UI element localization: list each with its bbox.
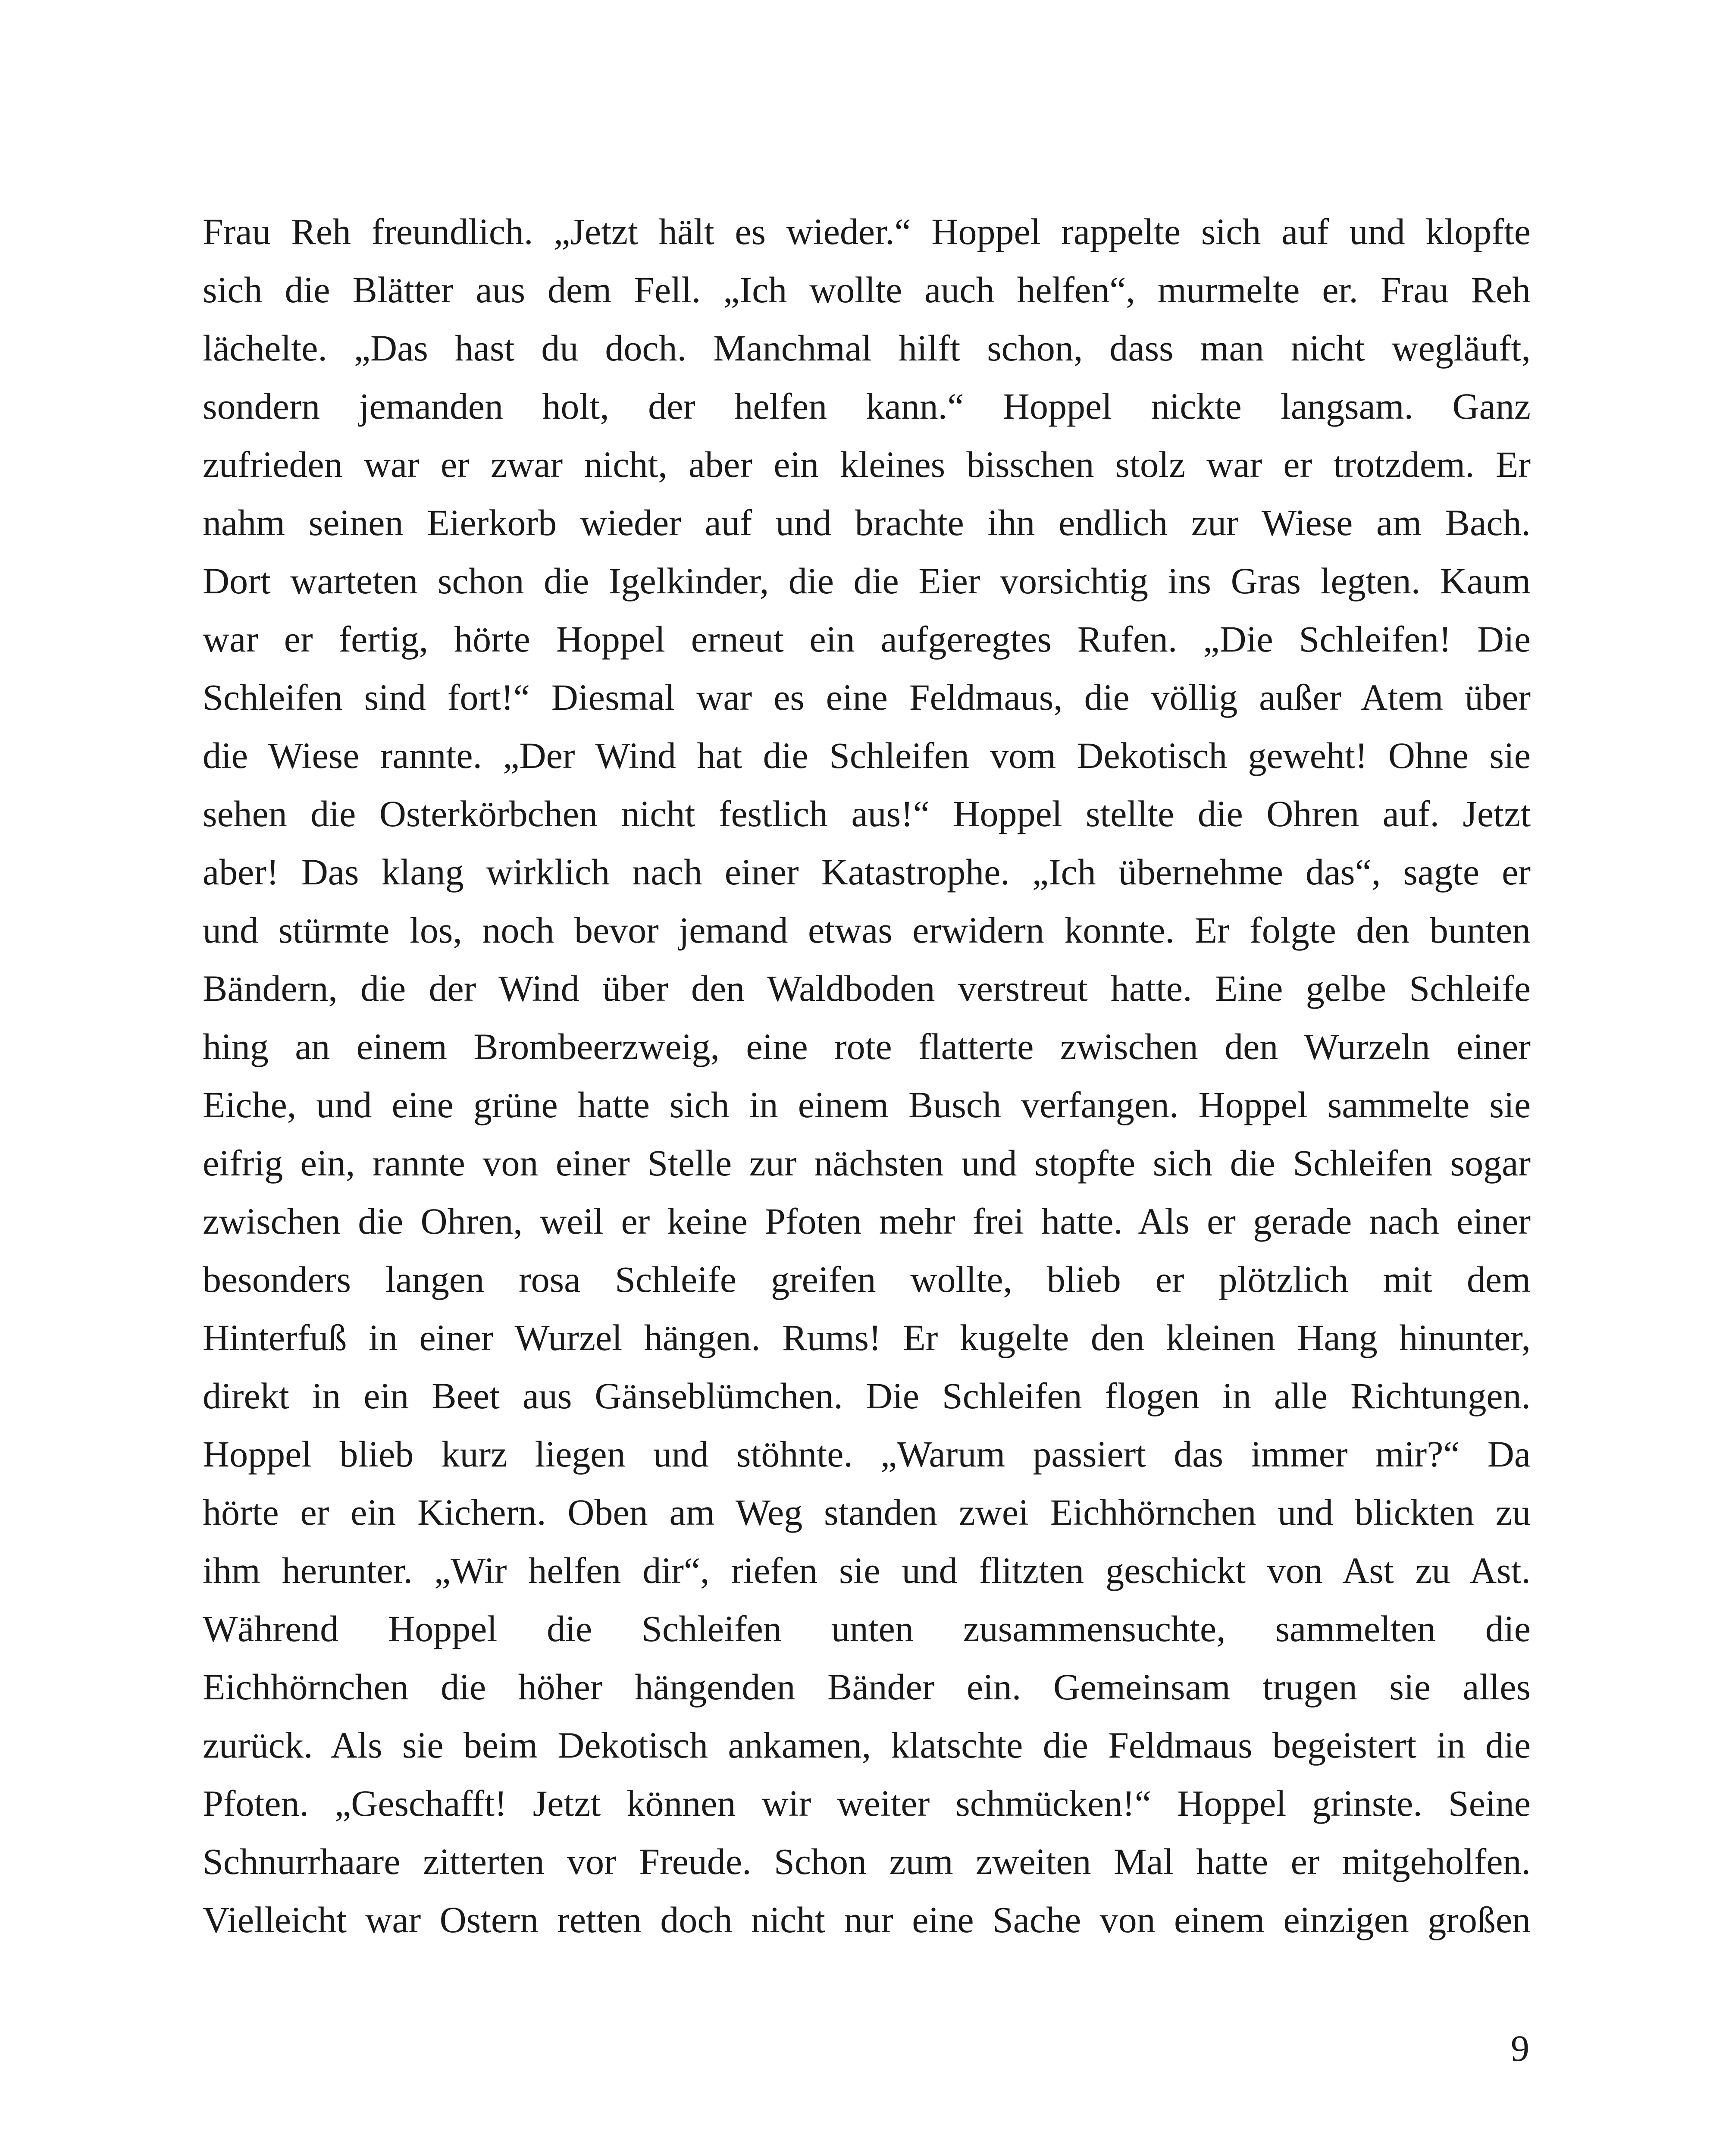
text-line-29: Schnurrhaare zitterten vor Freude. Schon zum zweiten Mal hatte er mitgeholfen.: [203, 1841, 1531, 1882]
text-line-13: und stürmte los, noch bevor jemand etwas erwidern konnte. Er folgte den bunten: [203, 909, 1531, 951]
text-line-25: Während Hoppel die Schleifen unten zusammensuchte, sammelten die: [203, 1608, 1531, 1649]
text-line-9: Schleifen sind fort!“ Diesmal war es eine Feldmaus, die völlig außer Atem über: [203, 677, 1531, 718]
text-line-1: Frau Reh freundlich. „Jetzt hält es wieder.“ Hoppel rappelte sich auf und klopfte: [203, 211, 1531, 252]
text-line-30: Vielleicht war Ostern retten doch nicht nur eine Sache von einem einzigen großen: [203, 1899, 1531, 1940]
text-line-7: Dort warteten schon die Igelkinder, die die Eier vorsichtig ins Gras legten. Kaum: [203, 560, 1531, 602]
text-line-6: nahm seinen Eierkorb wieder auf und brachte ihn endlich zur Wiese am Bach.: [203, 502, 1531, 543]
text-line-21: direkt in ein Beet aus Gänseblümchen. Die Schleifen flogen in alle Richtungen.: [203, 1375, 1531, 1416]
body-text: [203, 203, 1531, 1949]
text-line-4: sondern jemanden holt, der helfen kann.“ Hoppel nickte langsam. Ganz: [203, 385, 1531, 427]
page-number: 9: [1511, 2028, 1529, 2069]
text-line-12: aber! Das klang wirklich nach einer Katastrophe. „Ich übernehme das“, sagte er: [203, 851, 1531, 893]
text-line-17: eifrig ein, rannte von einer Stelle zur nächsten und stopfte sich die Schleifen sogar: [203, 1142, 1531, 1184]
text-line-14: Bändern, die der Wind über den Waldboden verstreut hatte. Eine gelbe Schleife: [203, 968, 1531, 1009]
text-line-23: hörte er ein Kichern. Oben am Weg standen zwei Eichhörnchen und blickten zu: [203, 1492, 1531, 1533]
text-line-24: ihm herunter. „Wir helfen dir“, riefen sie und flitzten geschickt von Ast zu Ast.: [203, 1550, 1531, 1591]
text-line-28: Pfoten. „Geschafft! Jetzt können wir weiter schmücken!“ Hoppel grinste. Seine: [203, 1783, 1531, 1824]
text-line-26: Eichhörnchen die höher hängenden Bänder ein. Gemeinsam trugen sie alles: [203, 1666, 1531, 1708]
text-line-27: zurück. Als sie beim Dekotisch ankamen, klatschte die Feldmaus begeistert in die: [203, 1724, 1531, 1766]
text-line-19: besonders langen rosa Schleife greifen wollte, blieb er plötzlich mit dem: [203, 1259, 1531, 1300]
text-line-11: sehen die Osterkörbchen nicht festlich aus!“ Hoppel stellte die Ohren auf. Jetzt: [203, 793, 1531, 834]
text-line-20: Hinterfuß in einer Wurzel hängen. Rums! Er kugelte den kleinen Hang hinunter,: [203, 1317, 1531, 1358]
text-line-15: hing an einem Brombeerzweig, eine rote flatterte zwischen den Wurzeln einer: [203, 1026, 1531, 1067]
text-line-2: sich die Blätter aus dem Fell. „Ich wollte auch helfen“, murmelte er. Frau Reh: [203, 269, 1531, 310]
text-line-5: zufrieden war er zwar nicht, aber ein kleines bisschen stolz war er trotzdem. Er: [203, 444, 1531, 485]
text-line-8: war er fertig, hörte Hoppel erneut ein aufgeregtes Rufen. „Die Schleifen! Die: [203, 618, 1531, 660]
text-line-10: die Wiese rannte. „Der Wind hat die Schleifen vom Dekotisch geweht! Ohne sie: [203, 735, 1531, 776]
text-line-16: Eiche, und eine grüne hatte sich in einem Busch verfangen. Hoppel sammelte sie: [203, 1084, 1531, 1125]
text-line-3: lächelte. „Das hast du doch. Manchmal hilft schon, dass man nicht wegläuft,: [203, 327, 1531, 369]
text-line-22: Hoppel blieb kurz liegen und stöhnte. „Warum passiert das immer mir?“ Da: [203, 1433, 1531, 1475]
text-line-18: zwischen die Ohren, weil er keine Pfoten mehr frei hatte. Als er gerade nach einer: [203, 1200, 1531, 1242]
